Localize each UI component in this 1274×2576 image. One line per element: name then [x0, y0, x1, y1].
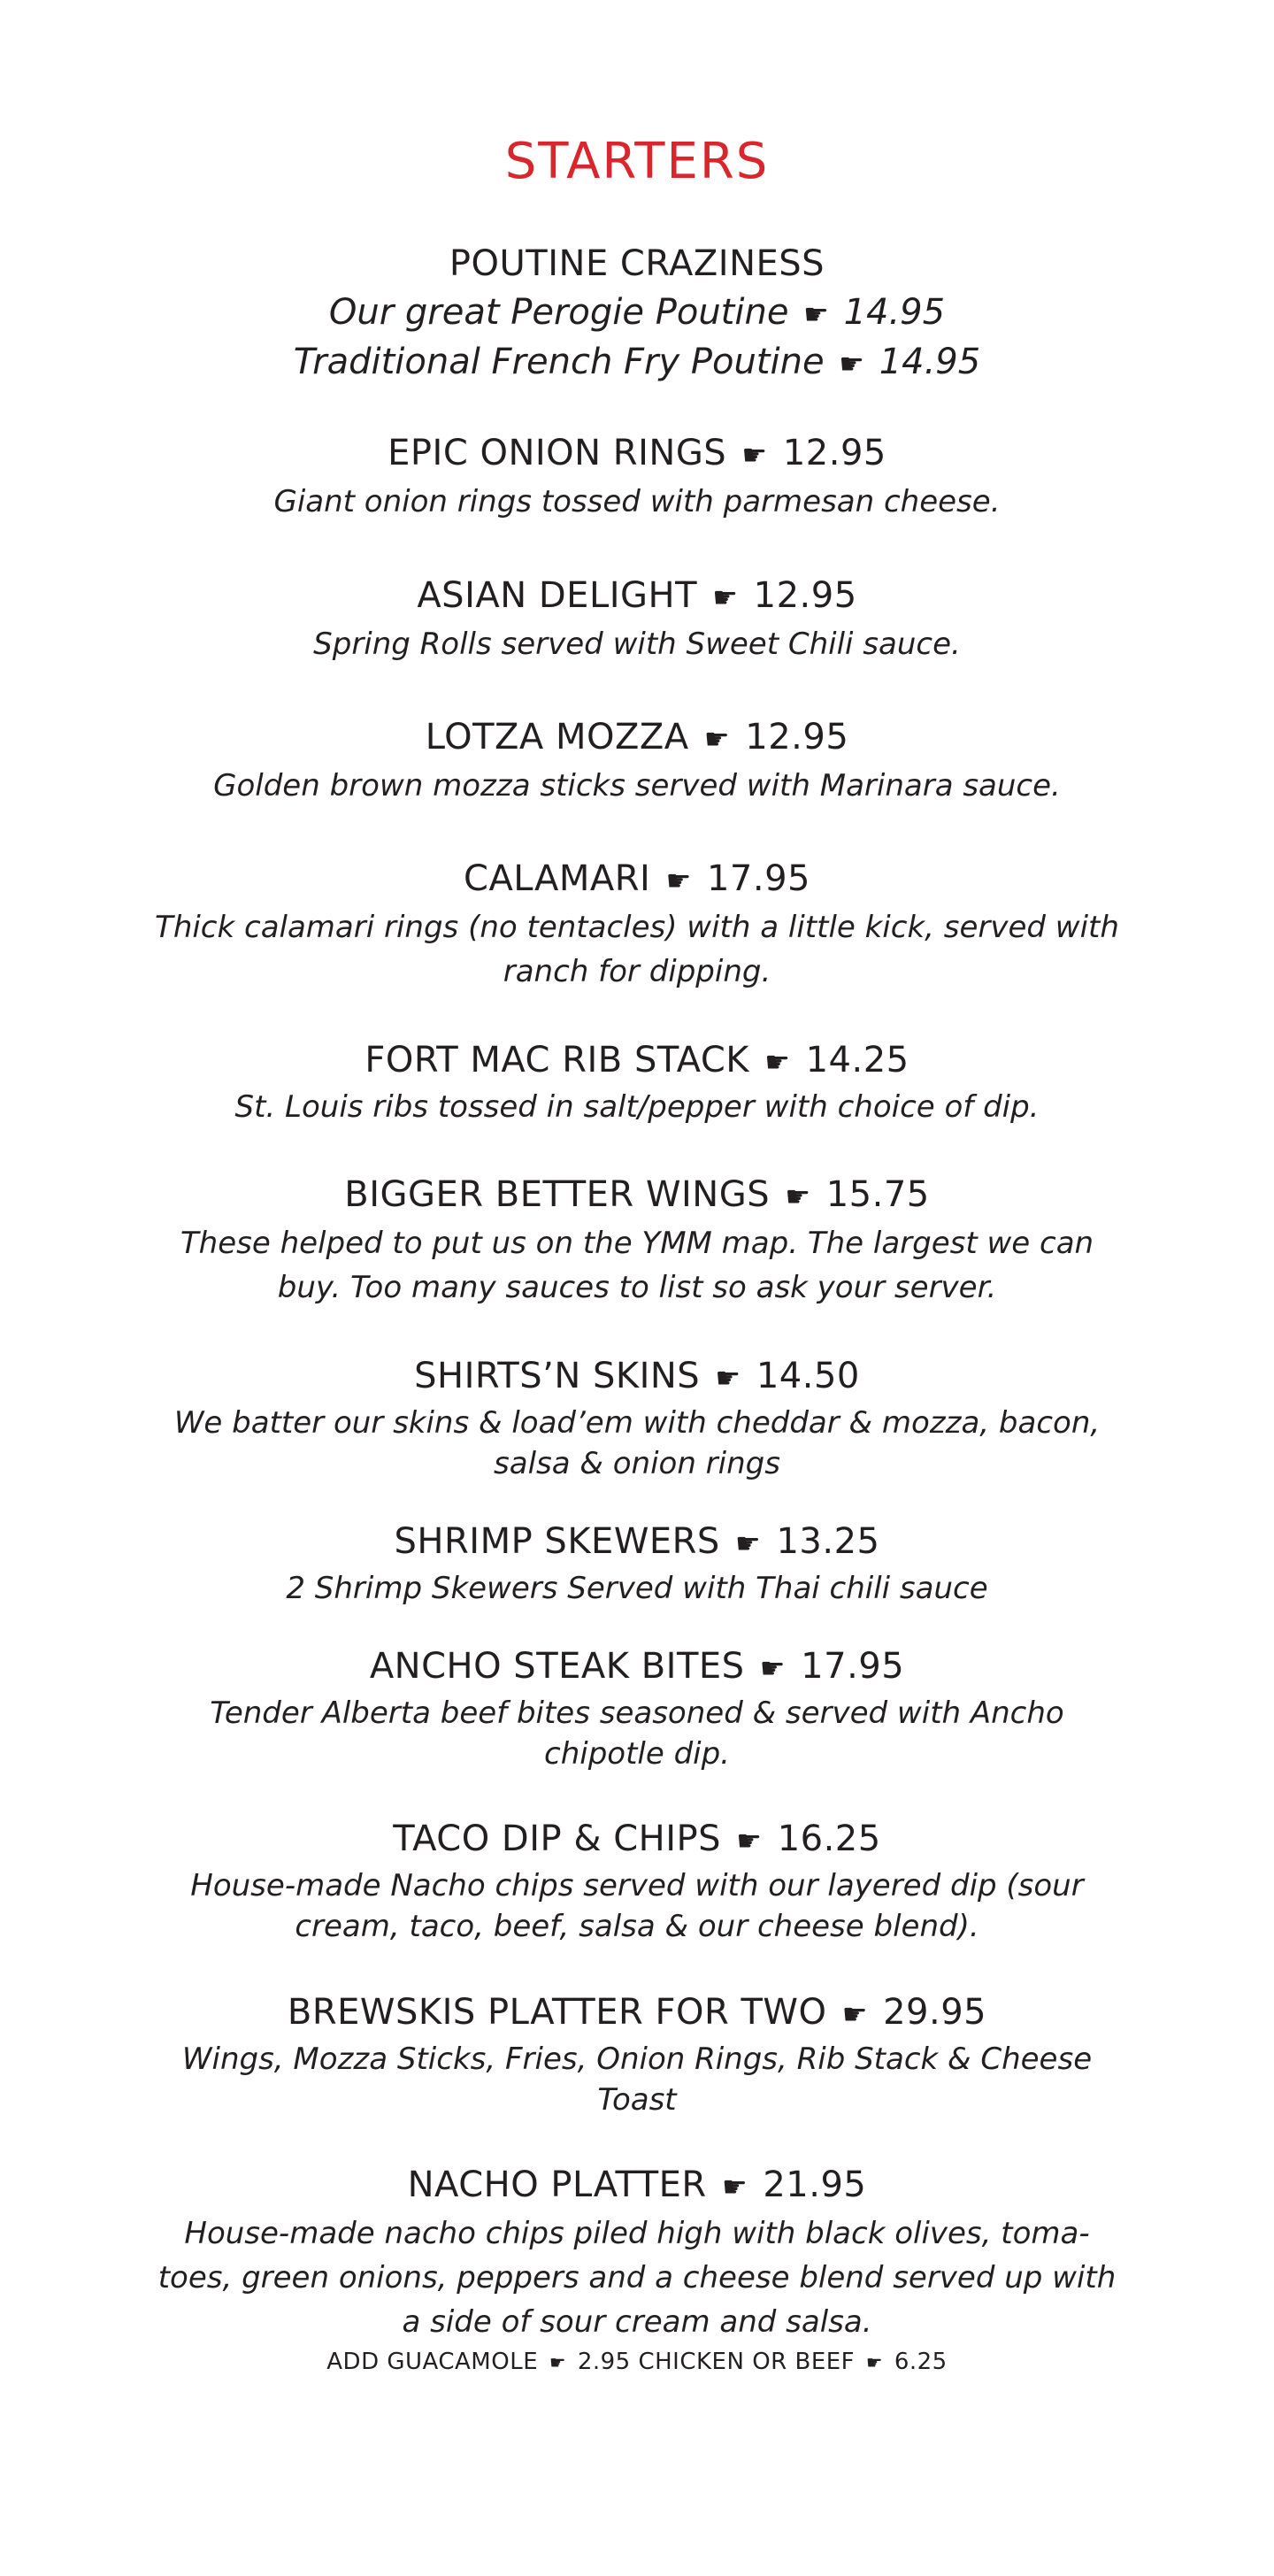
section-title: STARTERS: [504, 133, 770, 190]
menu-item-onion-rings: [150, 428, 1124, 524]
item-description: Golden brown mozza sticks served with Marinara sauce.: [213, 768, 1061, 804]
item-name-row: [150, 571, 1124, 622]
item-name: ANCHO STEAK BITES: [369, 1646, 745, 1687]
item-name-row: [150, 1170, 1124, 1221]
pointing-hand-icon: ☛: [865, 2352, 884, 2373]
item-price: 12.95: [745, 717, 849, 757]
item-name: LOTZA MOZZA: [425, 717, 689, 757]
item-name: EPIC ONION RINGS: [388, 433, 727, 473]
item-description: Spring Rolls served with Sweet Chili sauce.: [313, 627, 961, 662]
pointing-hand-icon: ☛: [736, 1824, 763, 1857]
addon-label: CHICKEN OR BEEF: [638, 2349, 856, 2375]
item-addons: [150, 2344, 1124, 2380]
item-price: 29.95: [883, 1992, 987, 2033]
pointing-hand-icon: ☛: [703, 722, 731, 756]
item-description: Wings, Mozza Sticks, Fries, Onion Rings, Rib Stack & Cheese Toast: [181, 2042, 1093, 2118]
subline-price: 14.95: [879, 342, 981, 382]
item-name-row: [150, 1814, 1124, 1865]
item-name-row: [150, 1988, 1124, 2039]
menu-item-lotza-mozza: [150, 712, 1124, 808]
pointing-hand-icon: ☛: [715, 1361, 741, 1395]
item-price: 12.95: [782, 433, 886, 473]
item-subline: [150, 288, 1124, 338]
pointing-hand-icon: ☛: [841, 1997, 868, 2031]
item-price: 17.95: [706, 858, 810, 899]
subline-price: 14.95: [843, 292, 946, 333]
addon-label: ADD GUACAMOLE: [326, 2349, 539, 2375]
pointing-hand-icon: ☛: [549, 2352, 567, 2373]
pointing-hand-icon: ☛: [764, 1045, 791, 1079]
item-description: Tender Alberta beef bites seasoned & served with Ancho chipotle dip.: [210, 1696, 1064, 1772]
item-name-row: [150, 712, 1124, 764]
item-name-row: [150, 1642, 1124, 1693]
item-description: Giant onion rings tossed with parmesan cheese.: [273, 484, 1001, 519]
pointing-hand-icon: ☛: [759, 1651, 786, 1685]
addon-price: 2.95: [577, 2349, 631, 2375]
subline-label: Traditional French Fry Poutine: [293, 342, 825, 382]
pointing-hand-icon: ☛: [712, 581, 739, 614]
item-price: 14.25: [805, 1040, 909, 1080]
item-description: 2 Shrimp Skewers Served with Thai chili sauce: [286, 1571, 988, 1606]
item-name-row: [150, 1351, 1124, 1403]
item-description: House-made nacho chips piled high with black olives, toma-toes, green onions, peppers and a cheese blend served up with a side of sour cream and salsa.: [157, 2216, 1117, 2340]
menu-item-wings: [150, 1170, 1124, 1310]
item-description: House-made Nacho chips served with our layered dip (sour cream, taco, beef, salsa & our cheese blend).: [190, 1868, 1084, 1944]
item-price: 17.95: [801, 1646, 905, 1687]
pointing-hand-icon: ☛: [803, 297, 829, 331]
item-name-row: [150, 1517, 1124, 1568]
item-name: CALAMARI: [464, 858, 651, 899]
pointing-hand-icon: ☛: [839, 347, 864, 381]
menu-item-poutine: [150, 239, 1124, 388]
item-name: ASIAN DELIGHT: [417, 575, 698, 616]
item-name: TACO DIP & CHIPS: [393, 1819, 722, 1859]
item-name: BREWSKIS PLATTER FOR TWO: [287, 1992, 827, 2033]
item-price: 16.25: [777, 1819, 881, 1859]
item-name-row: [150, 1035, 1124, 1087]
subline-label: Our great Perogie Poutine: [328, 292, 789, 333]
item-name: POUTINE CRAZINESS: [449, 243, 825, 284]
item-description: These helped to put us on the YMM map. The largest we can buy. Too many sauces to list so ask your server.: [180, 1226, 1094, 1305]
item-description: Thick calamari rings (no tentacles) with a little kick, served with ranch for dipping.: [155, 910, 1119, 989]
menu-item-rib-stack: [150, 1035, 1124, 1127]
menu-item-steak-bites: [150, 1642, 1124, 1774]
item-name: FORT MAC RIB STACK: [365, 1040, 749, 1080]
item-description: St. Louis ribs tossed in salt/pepper with choice of dip.: [234, 1089, 1040, 1125]
menu-item-skins: [150, 1351, 1124, 1484]
pointing-hand-icon: ☛: [721, 2170, 748, 2203]
item-name: SHRIMP SKEWERS: [394, 1521, 720, 1562]
menu-item-asian-delight: [150, 571, 1124, 666]
pointing-hand-icon: ☛: [735, 1526, 762, 1560]
item-name: BIGGER BETTER WINGS: [344, 1174, 771, 1215]
item-price: 12.95: [753, 575, 857, 616]
pointing-hand-icon: ☛: [665, 864, 692, 897]
pointing-hand-icon: ☛: [785, 1180, 811, 1213]
menu-item-platter-for-two: [150, 1988, 1124, 2120]
menu-item-calamari: [150, 854, 1124, 994]
item-price: 15.75: [825, 1174, 930, 1215]
item-description: We batter our skins & load’em with cheddar & mozza, bacon, salsa & onion rings: [173, 1405, 1101, 1481]
item-price: 14.50: [756, 1356, 860, 1396]
item-name-row: [150, 428, 1124, 480]
item-subline: [150, 338, 1124, 388]
item-name-row: [150, 2160, 1124, 2211]
item-name: SHIRTS’N SKINS: [414, 1356, 701, 1396]
menu-item-taco-dip: [150, 1814, 1124, 1947]
pointing-hand-icon: ☛: [741, 438, 768, 472]
menu-item-nacho-platter: [150, 2160, 1124, 2380]
item-price: 21.95: [763, 2165, 867, 2205]
menu-item-shrimp: [150, 1517, 1124, 1609]
item-name: NACHO PLATTER: [407, 2165, 707, 2205]
item-price: 13.25: [776, 1521, 880, 1562]
item-name-row: [150, 854, 1124, 905]
addon-price: 6.25: [894, 2349, 948, 2375]
